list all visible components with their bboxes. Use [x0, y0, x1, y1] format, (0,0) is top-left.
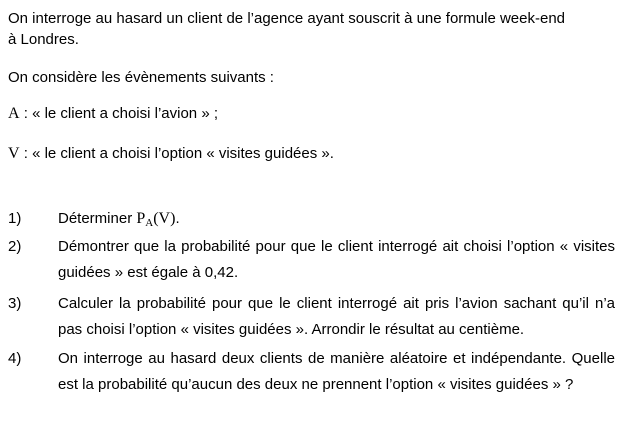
prob-letter: P	[136, 210, 146, 227]
question-1-number: 1)	[8, 210, 22, 227]
event-a-definition	[8, 105, 218, 123]
intro-line-1: On interroge au hasard un client de l’agence ayant souscrit à une formule week-end	[8, 10, 565, 27]
intro-paragraph	[8, 8, 565, 50]
events-intro: On considère les évènements suivants :	[8, 69, 274, 86]
intro-line-2: à Londres.	[8, 31, 79, 48]
question-1-text	[58, 206, 615, 236]
event-v-text: : « le client a choisi l’option « visites guidées ».	[19, 145, 334, 162]
prob-subscript: A	[145, 217, 154, 229]
question-2-number: 2)	[8, 238, 22, 255]
event-v-definition	[8, 145, 334, 163]
question-4-text: On interroge au hasard deux clients de manière aléatoire et indépendante. Quelle est la probabilité qu’aucun des deux ne prennent l’option « visites guidées » ?	[58, 350, 615, 393]
conditional-probability	[136, 210, 175, 227]
event-a-letter: A	[8, 105, 20, 122]
question-1-prefix: Déterminer	[58, 210, 137, 227]
event-a-text: : « le client a choisi l’avion » ;	[19, 105, 218, 122]
question-1-suffix: .	[175, 210, 180, 227]
prob-argument: (V)	[153, 210, 176, 227]
question-3-text: Calculer la probabilité pour que le client interrogé ait pris l’avion sachant qu’il n’a pas choisi l’option « visites guidées ». Arrondir le résultat au centième.	[58, 295, 615, 338]
question-3-number: 3)	[8, 295, 22, 312]
event-v-letter: V	[8, 145, 20, 162]
question-4-number: 4)	[8, 350, 22, 367]
question-2-text: Démontrer que la probabilité pour que le client interrogé ait choisi l’option « visites guidées » est égale à 0,42.	[58, 238, 615, 281]
